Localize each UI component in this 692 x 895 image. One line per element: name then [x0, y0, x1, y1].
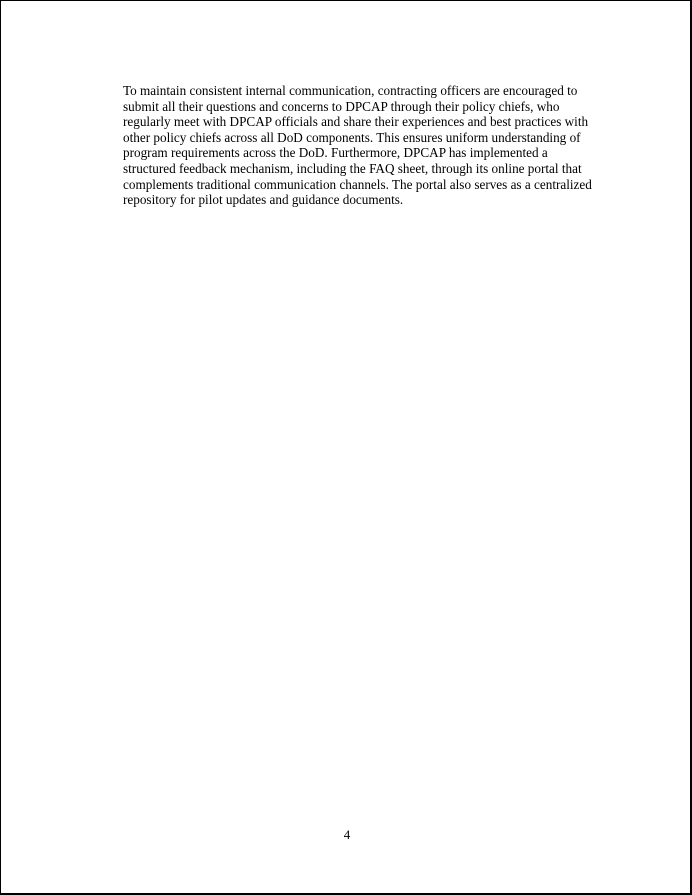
paragraph-line: other policy chiefs across all DoD components. This ensures uniform understanding of [123, 129, 581, 145]
paragraph-line: regularly meet with DPCAP officials and share their experiences and best practices with [123, 114, 589, 130]
paragraph-line: program requirements across the DoD. Furthermore, DPCAP has implemented a [123, 145, 548, 161]
paragraph-line: complements traditional communication channels. The portal also serves as a centralized [123, 176, 592, 192]
body-paragraph [123, 83, 643, 208]
paragraph-line: repository for pilot updates and guidance documents. [123, 192, 404, 208]
paragraph-line: structured feedback mechanism, including the FAQ sheet, through its online portal that [123, 160, 582, 176]
paragraph-line: To maintain consistent internal communication, contracting officers are encouraged to [123, 83, 578, 98]
page-number: 4 [343, 827, 351, 842]
paragraph-line: submit all their questions and concerns to DPCAP through their policy chiefs, who [123, 98, 560, 114]
